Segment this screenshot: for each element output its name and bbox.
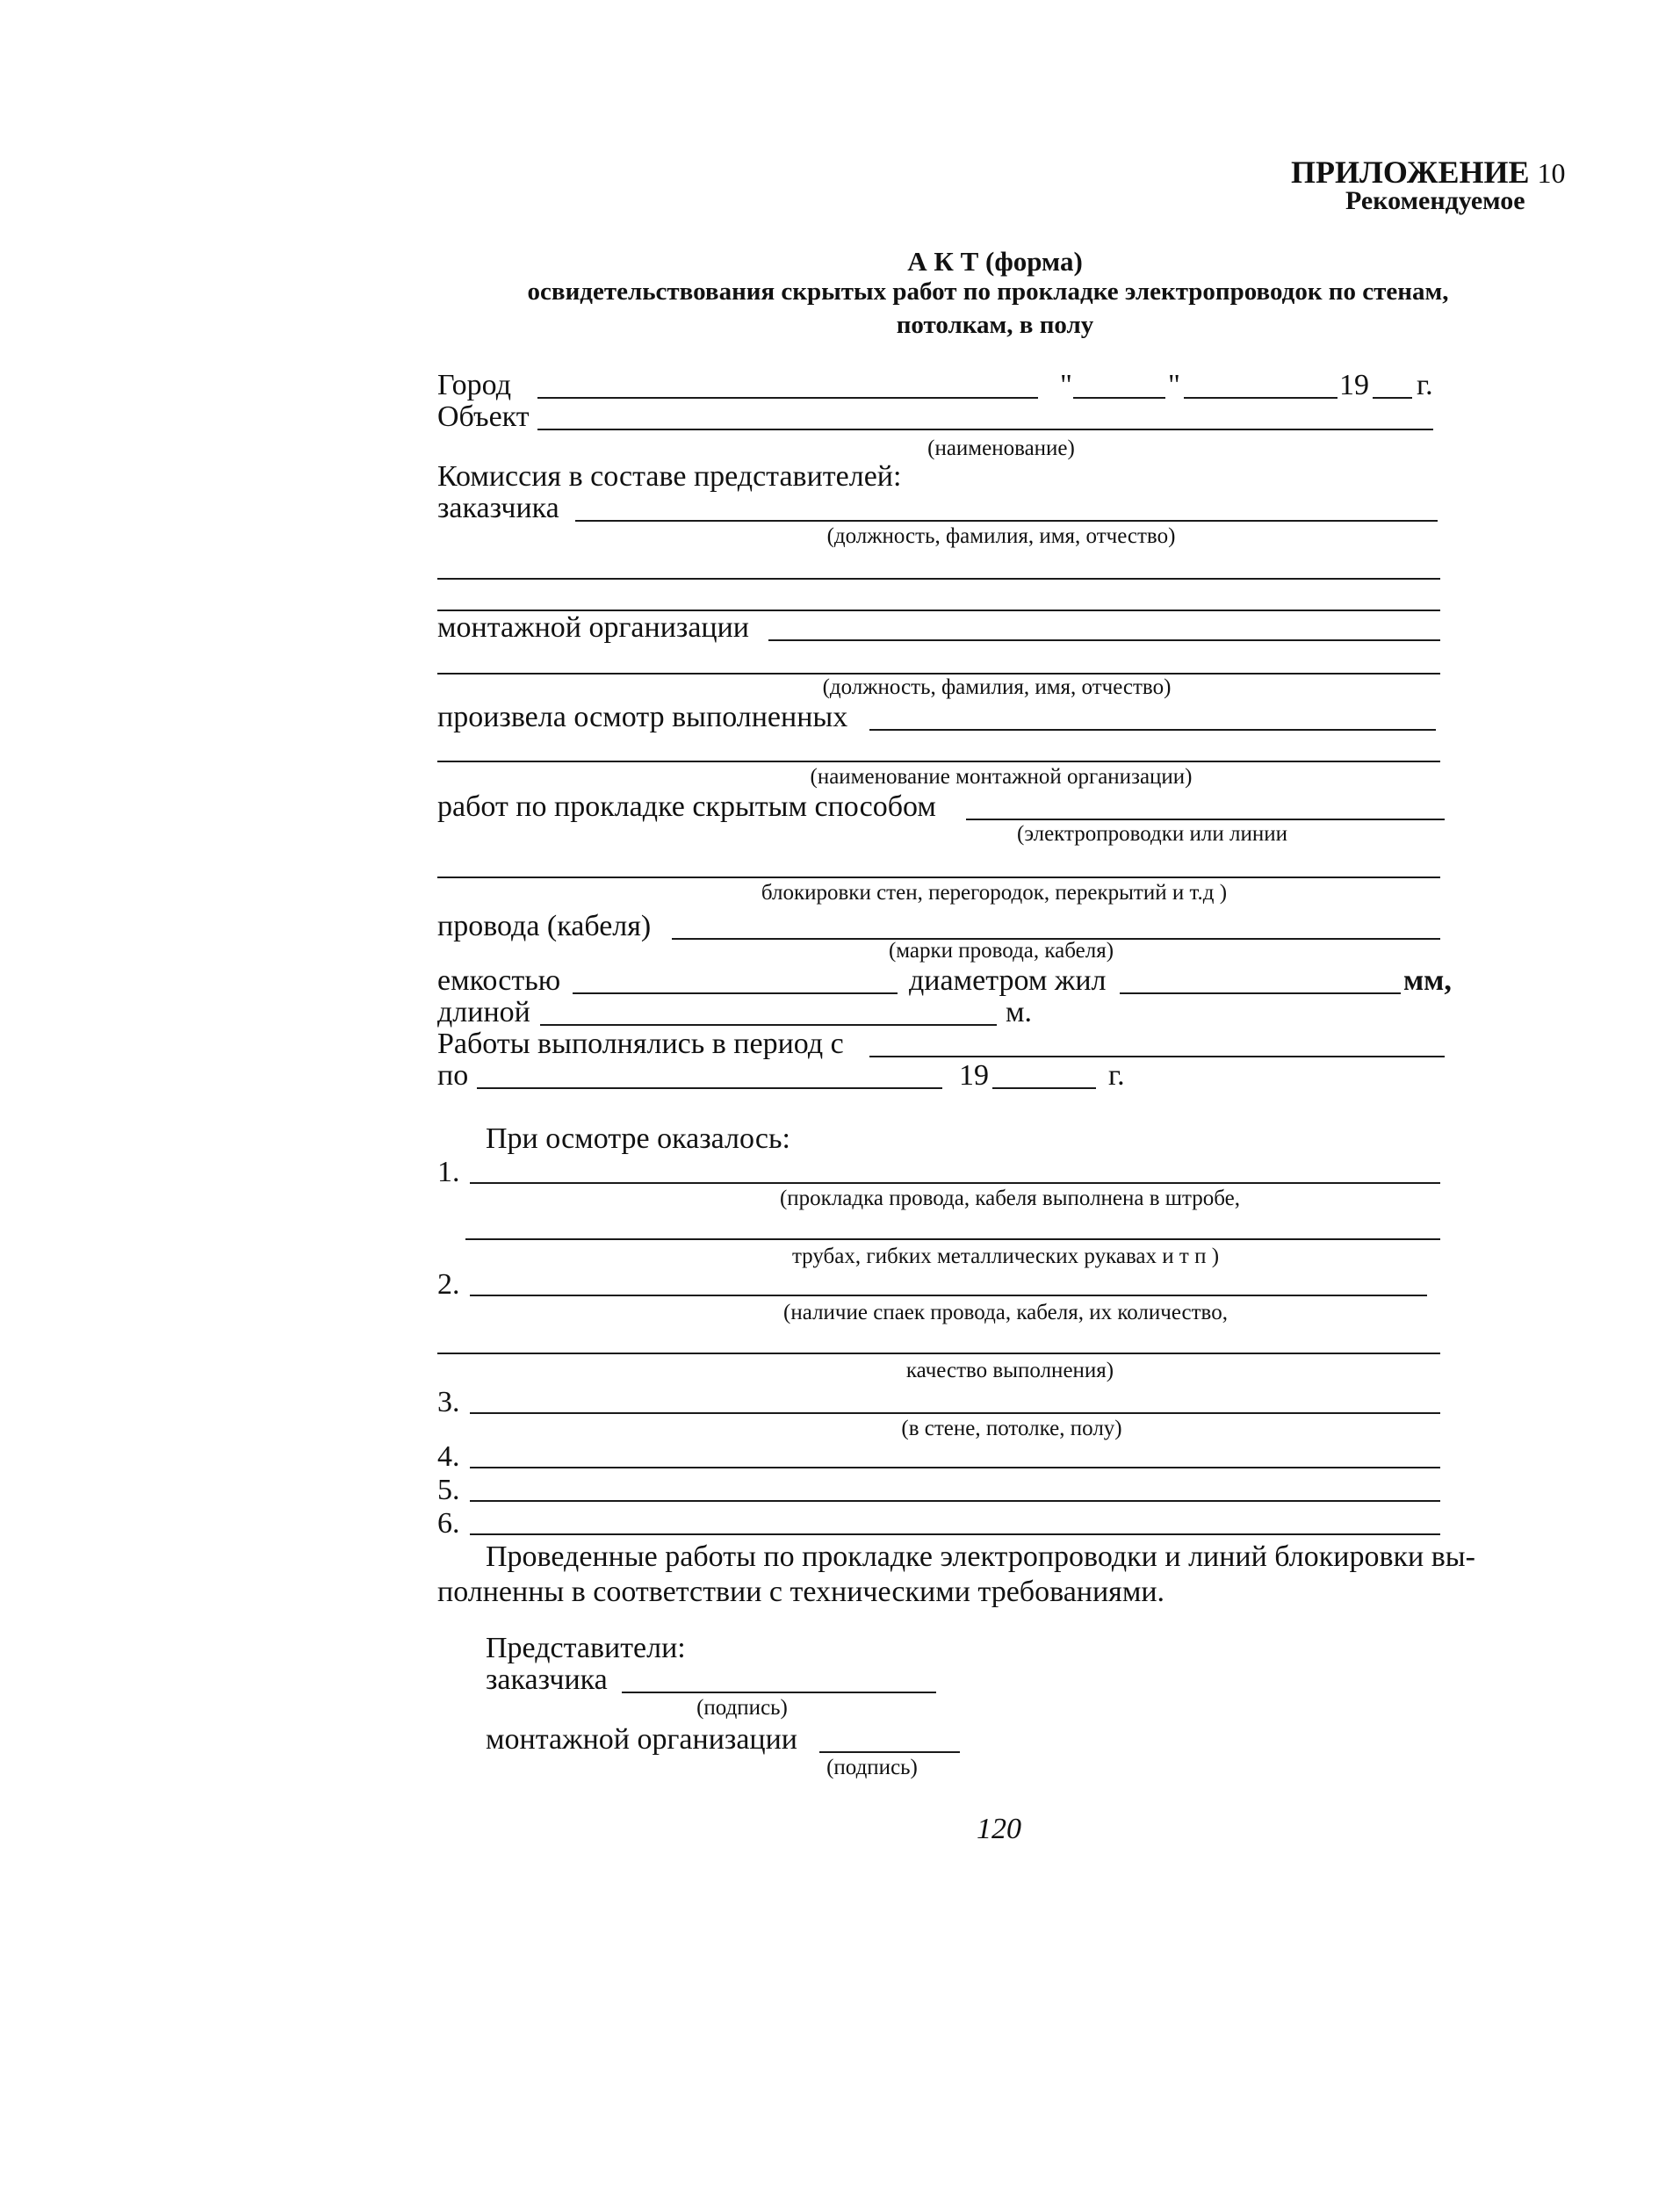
- date-day-field[interactable]: [1073, 397, 1165, 399]
- date-quote-open: ": [1060, 369, 1072, 401]
- wire-label: провода (кабеля): [437, 910, 652, 942]
- hidden-works-label: работ по прокладке скрытым способом: [437, 790, 936, 823]
- customer-rep-note: (должность, фамилия, имя, отчество): [826, 524, 1176, 548]
- period-to-field[interactable]: [477, 1087, 942, 1089]
- m-unit: м.: [1006, 996, 1033, 1028]
- object-field[interactable]: [537, 429, 1433, 430]
- installer-label: монтажной организации: [437, 611, 749, 644]
- installer-name-field[interactable]: [437, 761, 1440, 762]
- finding-2-note-a: (наличие спаек провода, кабеля, их количество,: [783, 1301, 1228, 1324]
- appendix-status: Рекомендуемое: [1345, 186, 1525, 215]
- length-field[interactable]: [540, 1024, 997, 1026]
- signature-customer-note: (подпись): [696, 1696, 788, 1720]
- period-year-suffix: г.: [1108, 1059, 1125, 1092]
- wire-brand-note: (марки провода, кабеля): [888, 939, 1114, 963]
- diameter-field[interactable]: [1120, 992, 1401, 994]
- city-label: Город: [437, 369, 511, 401]
- period-year-prefix: 19: [959, 1059, 989, 1092]
- finding-1-note-a: (прокладка провода, кабеля выполнена в штробе,: [779, 1187, 1241, 1210]
- installer-rep-note: (должность, фамилия, имя, отчество): [822, 675, 1172, 699]
- finding-2-field[interactable]: [470, 1295, 1427, 1296]
- date-quote-close: ": [1168, 369, 1180, 401]
- hidden-works-line2[interactable]: [437, 877, 1440, 878]
- date-year-field[interactable]: [1373, 397, 1412, 399]
- finding-4-field[interactable]: [470, 1467, 1440, 1468]
- signature-customer-field[interactable]: [622, 1692, 936, 1693]
- customer-rep-line2[interactable]: [437, 578, 1440, 580]
- finding-1-num: 1.: [437, 1156, 460, 1188]
- heading-line1: А К Т (форма): [907, 246, 1083, 277]
- signature-installer-field[interactable]: [819, 1751, 960, 1753]
- inspected-field[interactable]: [869, 729, 1436, 731]
- mm-unit: мм,: [1403, 964, 1452, 997]
- installer-rep-line2[interactable]: [437, 673, 1440, 675]
- finding-5-field[interactable]: [470, 1500, 1440, 1502]
- finding-1-line2[interactable]: [465, 1238, 1440, 1240]
- installer-name-note: (наименование монтажной организации): [810, 765, 1193, 789]
- findings-title: При осмотре оказалось:: [486, 1122, 790, 1155]
- diameter-label: диаметром жил: [909, 964, 1107, 997]
- finding-2-line2[interactable]: [437, 1353, 1440, 1354]
- period-to-label: по: [437, 1059, 469, 1092]
- finding-1-field[interactable]: [470, 1182, 1440, 1184]
- capacity-label: емкостью: [437, 964, 561, 997]
- signature-customer-label: заказчика: [486, 1663, 608, 1696]
- date-year-prefix: 19: [1339, 369, 1369, 401]
- installer-rep-field[interactable]: [768, 639, 1440, 641]
- period-from-field[interactable]: [869, 1056, 1445, 1057]
- object-label: Объект: [437, 400, 530, 433]
- wiring-note1: (электропроводки или линии: [1017, 822, 1287, 846]
- date-month-field[interactable]: [1184, 397, 1338, 399]
- customer-label: заказчика: [437, 492, 559, 524]
- finding-3-field[interactable]: [470, 1412, 1440, 1414]
- period-year-field[interactable]: [992, 1087, 1096, 1089]
- heading-line3: потолкам, в полу: [896, 311, 1094, 339]
- finding-2-note-b: качество выполнения): [905, 1359, 1114, 1382]
- appendix-title: [1291, 156, 1566, 188]
- appendix-title-text: ПРИЛОЖЕНИЕ: [1291, 155, 1530, 190]
- finding-2-num: 2.: [437, 1268, 460, 1301]
- wiring-note2: блокировки стен, перегородок, перекрытий и т.д ): [761, 881, 1228, 905]
- page-number: 120: [977, 1813, 1021, 1845]
- period-from-label: Работы выполнялись в период с: [437, 1028, 844, 1060]
- signature-installer-label: монтажной организации: [486, 1723, 797, 1756]
- commission-label: Комиссия в составе представителей:: [437, 460, 902, 493]
- capacity-field[interactable]: [573, 992, 898, 994]
- finding-3-num: 3.: [437, 1386, 460, 1418]
- date-year-suffix: г.: [1417, 369, 1433, 401]
- conclusion-line1: Проведенные работы по прокладке электропроводки и линий блокировки вы-: [486, 1540, 1475, 1573]
- finding-6-num: 6.: [437, 1507, 460, 1540]
- signature-installer-note: (подпись): [826, 1756, 918, 1779]
- city-field[interactable]: [537, 397, 1038, 399]
- length-label: длиной: [437, 996, 530, 1028]
- heading-line2: освидетельствования скрытых работ по прокладке электропроводок по стенам,: [527, 278, 1449, 306]
- finding-5-num: 5.: [437, 1474, 460, 1506]
- appendix-number: 10: [1537, 157, 1566, 189]
- hidden-works-field[interactable]: [966, 819, 1445, 820]
- finding-6-field[interactable]: [470, 1533, 1440, 1535]
- conclusion-line2: полненны в соответствии с техническими требованиями.: [437, 1576, 1165, 1608]
- object-note: (наименование): [927, 436, 1075, 460]
- inspected-label: произвела осмотр выполненных: [437, 701, 848, 733]
- finding-3-note: (в стене, потолке, полу): [901, 1417, 1122, 1440]
- representatives-title: Представители:: [486, 1632, 686, 1664]
- finding-1-note-b: трубах, гибких металлических рукавах и т п ): [791, 1245, 1220, 1268]
- customer-rep-field[interactable]: [575, 520, 1438, 522]
- finding-4-num: 4.: [437, 1440, 460, 1473]
